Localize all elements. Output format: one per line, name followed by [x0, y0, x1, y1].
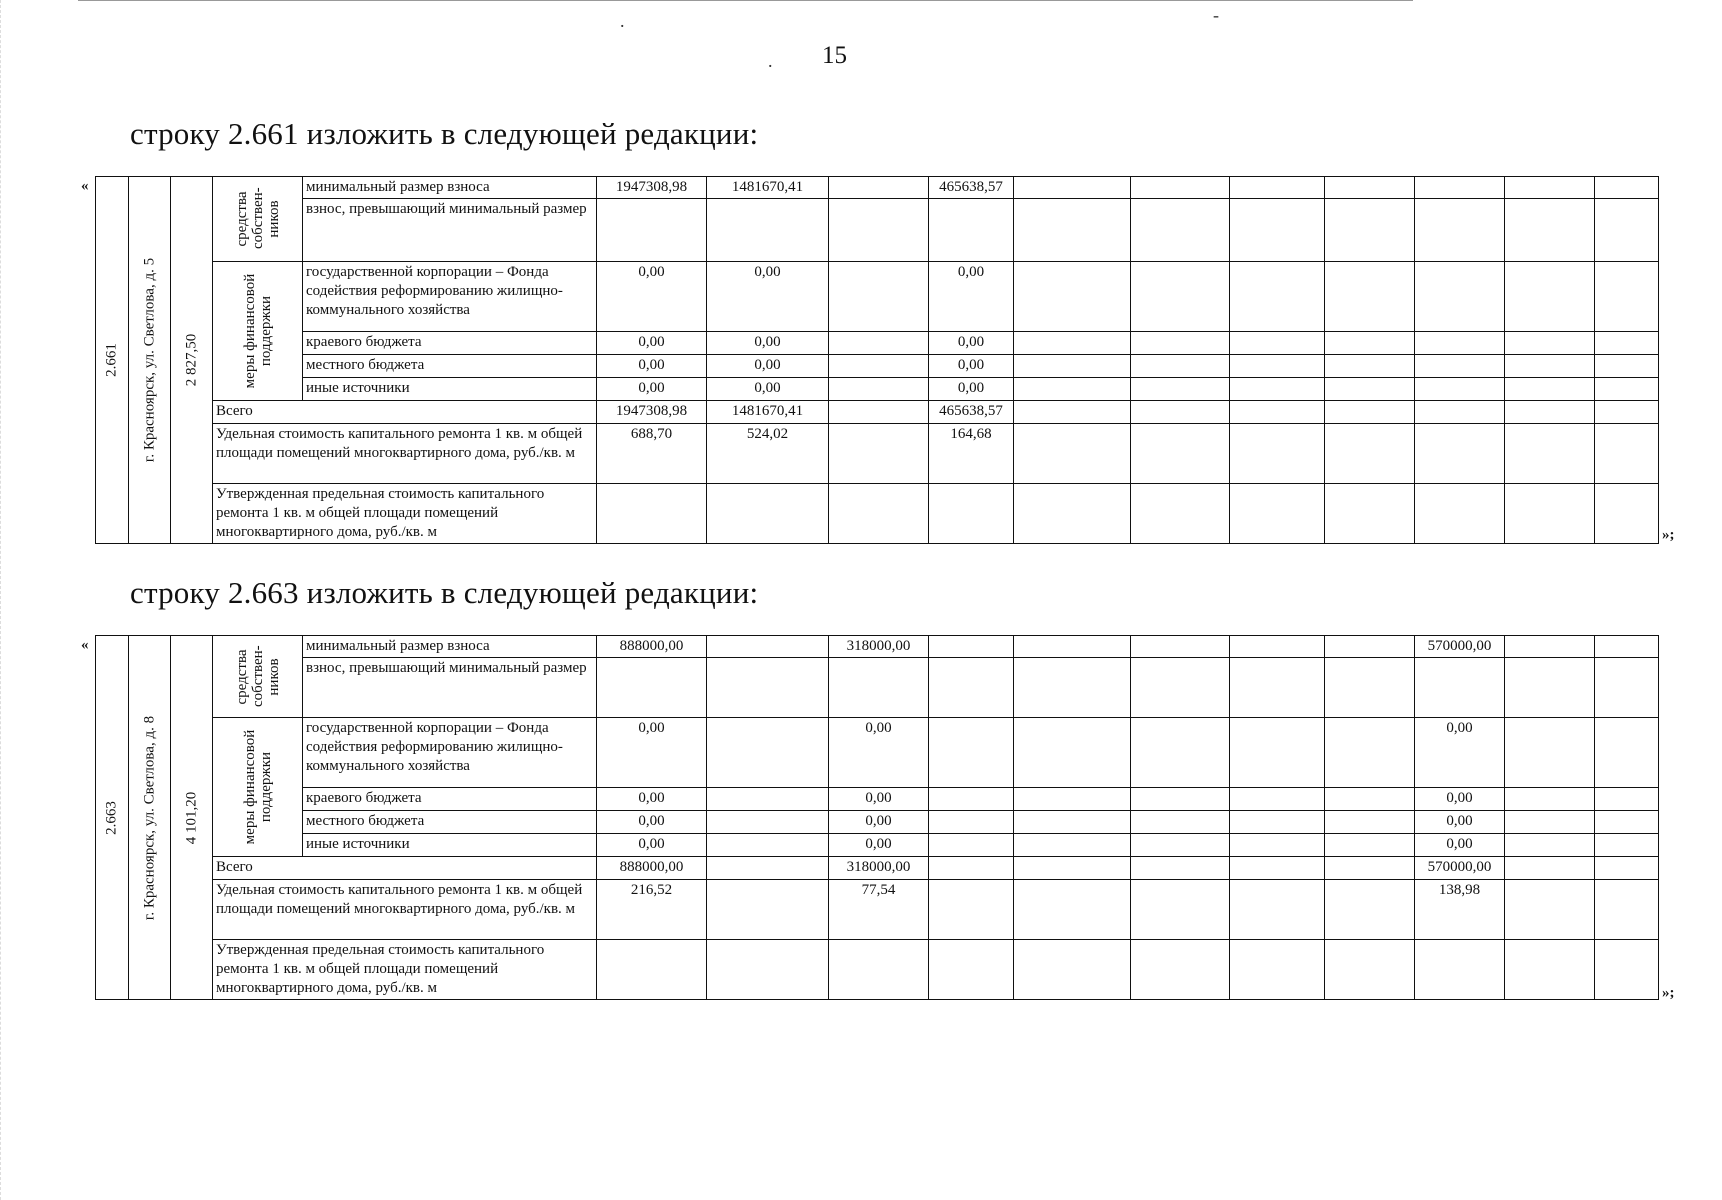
value-cell: 1481670,41	[707, 401, 829, 424]
value-cell	[597, 484, 707, 544]
value-cell: 570000,00	[1415, 636, 1505, 658]
value-cell	[1505, 658, 1595, 718]
row-label: Утвержденная предельная стоимость капитального ремонта 1 кв. м общей площади помещений многоквартирного дома, руб./кв. м	[213, 940, 597, 1000]
value-cell: 1947308,98	[597, 401, 707, 424]
value-cell	[1230, 718, 1325, 788]
value-cell	[1595, 199, 1659, 262]
value-cell	[1325, 401, 1415, 424]
value-cell	[1131, 811, 1230, 834]
value-cell: 138,98	[1415, 880, 1505, 940]
value-cell	[1505, 355, 1595, 378]
value-cell	[1014, 355, 1131, 378]
row-label: местного бюджета	[303, 355, 597, 378]
value-cell	[829, 940, 929, 1000]
value-cell	[707, 636, 829, 658]
top-rule	[78, 0, 1413, 1]
open-quote: «	[81, 637, 89, 653]
row-label: краевого бюджета	[303, 332, 597, 355]
value-cell	[1595, 636, 1659, 658]
scan-dot: .	[620, 11, 625, 31]
value-cell	[1505, 378, 1595, 401]
row-label: взнос, превышающий минимальный размер	[303, 658, 597, 718]
value-cell	[1230, 424, 1325, 484]
group-support-cell: меры финансовой поддержки	[213, 262, 303, 401]
value-cell	[1014, 940, 1131, 1000]
value-cell	[1505, 401, 1595, 424]
value-cell: 0,00	[597, 332, 707, 355]
value-cell	[707, 880, 829, 940]
value-cell	[1325, 424, 1415, 484]
value-cell	[929, 718, 1014, 788]
value-cell	[1014, 834, 1131, 857]
value-cell	[929, 484, 1014, 544]
value-cell	[1230, 401, 1325, 424]
row-id-cell: 2.663	[96, 636, 129, 1000]
value-cell	[1230, 177, 1325, 199]
value-cell	[829, 401, 929, 424]
value-cell	[1415, 424, 1505, 484]
value-cell	[1014, 788, 1131, 811]
value-cell	[1325, 658, 1415, 718]
value-cell	[1325, 880, 1415, 940]
row-id-cell: 2.661	[96, 177, 129, 544]
value-cell	[707, 857, 829, 880]
value-cell	[1505, 857, 1595, 880]
value-cell	[1595, 857, 1659, 880]
scan-dot: -	[1213, 5, 1219, 25]
value-cell: 524,02	[707, 424, 829, 484]
row-label: иные источники	[303, 378, 597, 401]
value-cell	[929, 636, 1014, 658]
value-cell	[1014, 484, 1131, 544]
value-cell	[829, 355, 929, 378]
group-support-cell: меры финансовой поддержки	[213, 718, 303, 857]
value-cell	[1014, 177, 1131, 199]
value-cell	[1230, 199, 1325, 262]
value-cell	[829, 177, 929, 199]
value-cell	[1131, 834, 1230, 857]
value-cell	[707, 484, 829, 544]
value-cell	[1230, 636, 1325, 658]
value-cell	[1595, 788, 1659, 811]
value-cell	[929, 880, 1014, 940]
value-cell	[1595, 834, 1659, 857]
value-cell	[1230, 880, 1325, 940]
value-cell	[1325, 788, 1415, 811]
address-cell: г. Красноярск, ул. Светлова, д. 8	[129, 636, 171, 1000]
row-label: краевого бюджета	[303, 788, 597, 811]
value-cell: 0,00	[1415, 834, 1505, 857]
value-cell	[1595, 401, 1659, 424]
value-cell	[597, 199, 707, 262]
row-label: Удельная стоимость капитального ремонта 1 кв. м общей площади помещений многоквартирного дома, руб./кв. м	[213, 880, 597, 940]
value-cell	[1230, 378, 1325, 401]
value-cell	[1415, 355, 1505, 378]
value-cell: 0,00	[597, 718, 707, 788]
value-cell	[1505, 262, 1595, 332]
value-cell	[1415, 401, 1505, 424]
value-cell: 0,00	[707, 332, 829, 355]
value-cell: 0,00	[929, 355, 1014, 378]
value-cell	[1595, 332, 1659, 355]
value-cell: 0,00	[597, 355, 707, 378]
value-cell	[707, 788, 829, 811]
value-cell	[929, 658, 1014, 718]
value-cell	[1014, 332, 1131, 355]
value-cell: 0,00	[597, 788, 707, 811]
value-cell	[1131, 262, 1230, 332]
value-cell	[1131, 378, 1230, 401]
value-cell: 465638,57	[929, 401, 1014, 424]
value-cell: 888000,00	[597, 857, 707, 880]
value-cell	[707, 718, 829, 788]
value-cell	[1131, 940, 1230, 1000]
value-cell	[1230, 484, 1325, 544]
close-quote: »;	[1662, 985, 1675, 1001]
value-cell	[1505, 880, 1595, 940]
value-cell	[1595, 880, 1659, 940]
value-cell	[1325, 484, 1415, 544]
value-cell: 0,00	[597, 378, 707, 401]
value-cell	[1131, 332, 1230, 355]
row-label: Всего	[213, 857, 597, 880]
value-cell	[1131, 484, 1230, 544]
value-cell	[1325, 177, 1415, 199]
value-cell	[1595, 378, 1659, 401]
value-cell: 465638,57	[929, 177, 1014, 199]
value-cell: 0,00	[1415, 811, 1505, 834]
value-cell	[1230, 658, 1325, 718]
value-cell	[829, 484, 929, 544]
value-cell	[1014, 262, 1131, 332]
value-cell	[707, 199, 829, 262]
value-cell	[1415, 378, 1505, 401]
value-cell	[1595, 262, 1659, 332]
value-cell	[1131, 177, 1230, 199]
value-cell	[707, 658, 829, 718]
value-cell	[929, 834, 1014, 857]
value-cell: 164,68	[929, 424, 1014, 484]
value-cell	[1505, 484, 1595, 544]
value-cell	[1595, 177, 1659, 199]
value-cell: 0,00	[1415, 718, 1505, 788]
value-cell	[597, 940, 707, 1000]
row-label: Утвержденная предельная стоимость капитального ремонта 1 кв. м общей площади помещений многоквартирного дома, руб./кв. м	[213, 484, 597, 544]
value-cell	[1014, 718, 1131, 788]
value-cell	[1325, 940, 1415, 1000]
row-label: государственной корпорации – Фонда содействия реформированию жилищно-коммунального хозяйства	[303, 718, 597, 788]
value-cell: 0,00	[829, 811, 929, 834]
value-cell	[1595, 811, 1659, 834]
value-cell: 688,70	[597, 424, 707, 484]
value-cell	[597, 658, 707, 718]
value-cell	[1415, 177, 1505, 199]
value-cell	[1595, 658, 1659, 718]
value-cell	[1325, 355, 1415, 378]
value-cell	[1505, 940, 1595, 1000]
scan-edge	[0, 0, 4, 1200]
row-label: иные источники	[303, 834, 597, 857]
value-cell	[1325, 332, 1415, 355]
value-cell	[1325, 636, 1415, 658]
value-cell	[1230, 332, 1325, 355]
value-cell	[929, 940, 1014, 1000]
value-cell	[1230, 857, 1325, 880]
page-number: 15	[822, 42, 847, 69]
row-label: государственной корпорации – Фонда содействия реформированию жилищно-коммунального хозяйства	[303, 262, 597, 332]
value-cell	[1595, 484, 1659, 544]
row-label: минимальный размер взноса	[303, 177, 597, 199]
value-cell	[1131, 658, 1230, 718]
value-cell: 216,52	[597, 880, 707, 940]
value-cell: 0,00	[1415, 788, 1505, 811]
value-cell: 1947308,98	[597, 177, 707, 199]
value-cell	[1325, 718, 1415, 788]
value-cell	[1230, 940, 1325, 1000]
value-cell	[829, 199, 929, 262]
value-cell	[1131, 788, 1230, 811]
data-table	[95, 635, 1659, 1000]
value-cell	[1014, 636, 1131, 658]
value-cell: 0,00	[929, 378, 1014, 401]
value-cell	[1595, 424, 1659, 484]
data-table	[95, 176, 1659, 544]
value-cell	[1595, 355, 1659, 378]
value-cell	[1131, 718, 1230, 788]
value-cell	[1014, 857, 1131, 880]
value-cell	[1325, 811, 1415, 834]
value-cell	[1415, 262, 1505, 332]
value-cell	[829, 424, 929, 484]
value-cell	[1505, 332, 1595, 355]
value-cell	[1415, 199, 1505, 262]
value-cell	[1415, 940, 1505, 1000]
value-cell: 0,00	[597, 262, 707, 332]
section-heading: строку 2.661 изложить в следующей редакции:	[130, 116, 759, 151]
value-cell	[1595, 940, 1659, 1000]
value-cell	[829, 658, 929, 718]
group-owners-cell: средства собствен-ников	[213, 177, 303, 262]
row-label: местного бюджета	[303, 811, 597, 834]
value-cell	[1415, 484, 1505, 544]
value-cell: 570000,00	[1415, 857, 1505, 880]
value-cell	[1131, 199, 1230, 262]
value-cell: 0,00	[707, 355, 829, 378]
value-cell	[1131, 880, 1230, 940]
value-cell	[1014, 811, 1131, 834]
row-label: взнос, превышающий минимальный размер	[303, 199, 597, 262]
value-cell	[1325, 857, 1415, 880]
value-cell	[1230, 262, 1325, 332]
value-cell	[829, 332, 929, 355]
value-cell: 318000,00	[829, 857, 929, 880]
section-heading: строку 2.663 изложить в следующей редакции:	[130, 575, 759, 610]
value-cell	[929, 857, 1014, 880]
value-cell	[707, 834, 829, 857]
value-cell	[929, 811, 1014, 834]
value-cell	[1505, 636, 1595, 658]
value-cell	[1131, 401, 1230, 424]
value-cell	[1230, 834, 1325, 857]
value-cell: 0,00	[929, 262, 1014, 332]
value-cell	[1505, 811, 1595, 834]
value-cell	[1505, 788, 1595, 811]
value-cell	[1505, 718, 1595, 788]
value-cell	[1014, 199, 1131, 262]
value-cell	[1325, 262, 1415, 332]
row-label: Всего	[213, 401, 597, 424]
value-cell: 318000,00	[829, 636, 929, 658]
area-cell: 2 827,50	[171, 177, 213, 544]
value-cell: 0,00	[829, 834, 929, 857]
scan-dot: .	[768, 51, 773, 71]
value-cell: 0,00	[597, 834, 707, 857]
value-cell: 1481670,41	[707, 177, 829, 199]
address-cell: г. Красноярск, ул. Светлова, д. 5	[129, 177, 171, 544]
value-cell	[1014, 880, 1131, 940]
value-cell: 77,54	[829, 880, 929, 940]
value-cell	[1230, 355, 1325, 378]
value-cell: 0,00	[829, 788, 929, 811]
value-cell	[707, 940, 829, 1000]
value-cell	[1014, 424, 1131, 484]
value-cell	[1014, 378, 1131, 401]
value-cell	[1014, 658, 1131, 718]
value-cell	[1595, 718, 1659, 788]
value-cell: 0,00	[829, 718, 929, 788]
value-cell	[1505, 177, 1595, 199]
group-owners-cell: средства собствен-ников	[213, 636, 303, 718]
open-quote: «	[81, 178, 89, 194]
value-cell	[1505, 199, 1595, 262]
value-cell	[929, 788, 1014, 811]
value-cell	[929, 199, 1014, 262]
value-cell	[1505, 424, 1595, 484]
value-cell: 0,00	[597, 811, 707, 834]
value-cell	[1131, 857, 1230, 880]
value-cell	[1325, 378, 1415, 401]
row-label: минимальный размер взноса	[303, 636, 597, 658]
value-cell	[1415, 332, 1505, 355]
value-cell	[1325, 834, 1415, 857]
value-cell	[1230, 811, 1325, 834]
value-cell	[1230, 788, 1325, 811]
value-cell	[829, 262, 929, 332]
value-cell: 0,00	[707, 378, 829, 401]
value-cell	[1131, 355, 1230, 378]
close-quote: »;	[1662, 527, 1675, 543]
value-cell	[1415, 658, 1505, 718]
value-cell: 888000,00	[597, 636, 707, 658]
row-label: Удельная стоимость капитального ремонта 1 кв. м общей площади помещений многоквартирного дома, руб./кв. м	[213, 424, 597, 484]
area-cell: 4 101,20	[171, 636, 213, 1000]
value-cell	[707, 811, 829, 834]
value-cell	[1131, 636, 1230, 658]
value-cell: 0,00	[929, 332, 1014, 355]
value-cell	[1131, 424, 1230, 484]
value-cell	[829, 378, 929, 401]
value-cell	[1325, 199, 1415, 262]
value-cell: 0,00	[707, 262, 829, 332]
value-cell	[1505, 834, 1595, 857]
value-cell	[1014, 401, 1131, 424]
